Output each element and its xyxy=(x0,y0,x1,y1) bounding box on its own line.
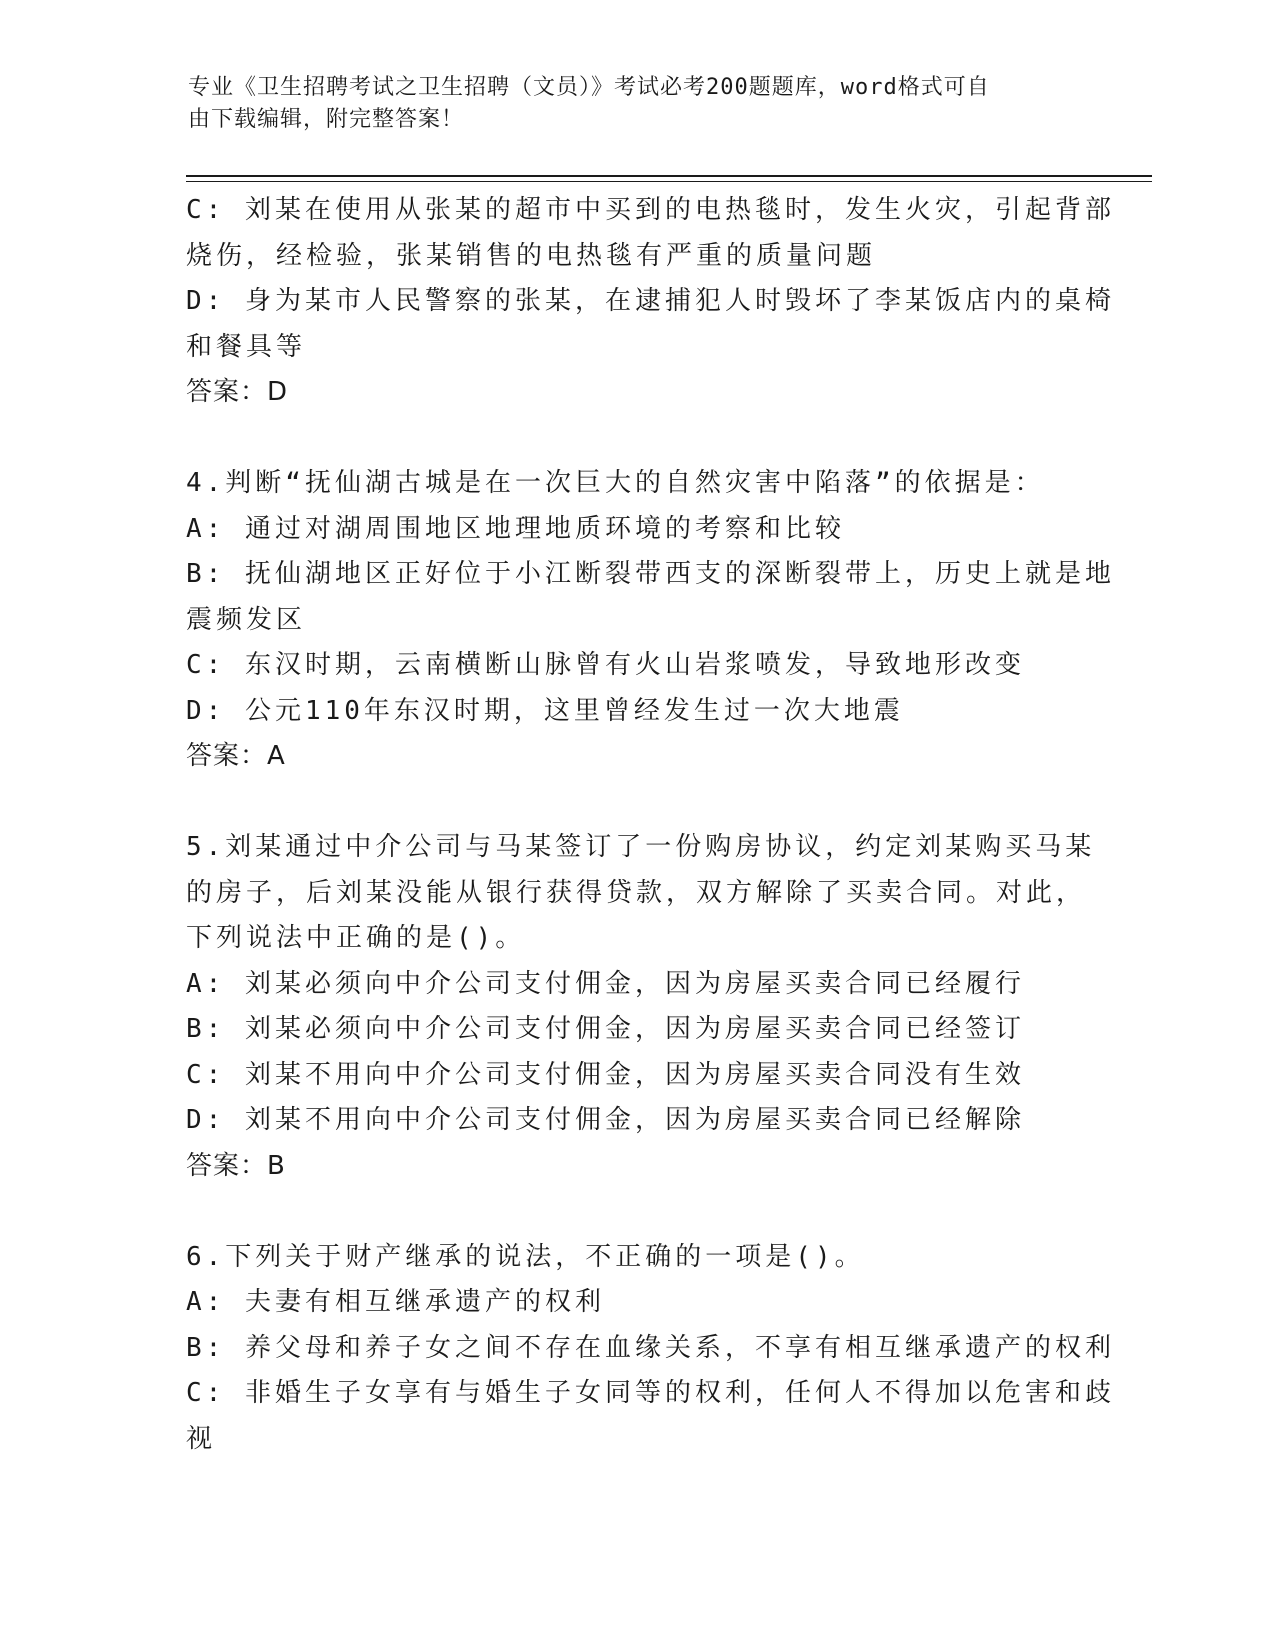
option-b-line-2: 震频发区 xyxy=(186,604,307,635)
option-c-line-2: 烧伤，经检验，张某销售的电热毯有严重的质量问题 xyxy=(186,240,877,271)
question-6 xyxy=(186,1235,1115,1463)
option-c: C: 东汉时期，云南横断山脉曾有火山岩浆喷发，导致地形改变 xyxy=(186,650,1025,680)
option-b-line-1: B: 抚仙湖地区正好位于小江断裂带西支的深断裂带上，历史上就是地 xyxy=(186,559,1115,589)
answer: 答案：D xyxy=(186,377,289,407)
option-c-line-1: C: 刘某在使用从张某的超市中买到的电热毯时，发生火灾，引起背部 xyxy=(186,195,1115,225)
answer: 答案：A xyxy=(186,741,286,771)
option-c-line-1: C: 非婚生子女享有与婚生子女同等的权利，任何人不得加以危害和歧 xyxy=(186,1378,1115,1408)
option-a: A: 夫妻有相互继承遗产的权利 xyxy=(186,1287,605,1317)
page-header xyxy=(188,72,1068,136)
question-stem: 4.判断“抚仙湖古城是在一次巨大的自然灾害中陷落”的依据是： xyxy=(186,468,1045,498)
header-rule-thick xyxy=(186,175,1152,177)
question-4 xyxy=(186,461,1115,780)
question-stem-line-2: 的房子，后刘某没能从银行获得贷款，双方解除了买卖合同。对此， xyxy=(186,877,1087,908)
question-stem: 6.下列关于财产继承的说法，不正确的一项是()。 xyxy=(186,1241,865,1272)
option-d: D: 刘某不用向中介公司支付佣金，因为房屋买卖合同已经解除 xyxy=(186,1105,1025,1135)
option-d-line-1: D: 身为某市人民警察的张某，在逮捕犯人时毁坏了李某饭店内的桌椅 xyxy=(186,286,1115,316)
header-line-2: 由下载编辑，附完整答案！ xyxy=(188,107,465,132)
option-c: C: 刘某不用向中介公司支付佣金，因为房屋买卖合同没有生效 xyxy=(186,1059,1025,1090)
spacer xyxy=(186,416,1086,462)
option-d-line-2: 和餐具等 xyxy=(186,331,307,362)
header-rule-thin xyxy=(186,181,1152,182)
spacer xyxy=(186,780,1086,826)
header-line-1: 专业《卫生招聘考试之卫生招聘（文员）》考试必考200题题库，word格式可自 xyxy=(188,75,990,100)
answer: 答案：B xyxy=(186,1150,286,1181)
option-a: A: 通过对湖周围地区地理地质环境的考察和比较 xyxy=(186,513,845,544)
question-stem-line-3: 下列说法中正确的是()。 xyxy=(186,923,526,953)
question-5 xyxy=(186,825,1096,1189)
option-b: B: 养父母和养子女之间不存在血缘关系，不享有相互继承遗产的权利 xyxy=(186,1332,1115,1363)
question-3 xyxy=(186,188,1115,416)
option-a: A: 刘某必须向中介公司支付佣金，因为房屋买卖合同已经履行 xyxy=(186,968,1025,999)
document-body xyxy=(186,188,1115,1462)
option-c-line-2: 视 xyxy=(186,1423,217,1454)
option-d: D: 公元110年东汉时期，这里曾经发生过一次大地震 xyxy=(186,695,904,726)
spacer xyxy=(186,1189,1086,1235)
option-b: B: 刘某必须向中介公司支付佣金，因为房屋买卖合同已经签订 xyxy=(186,1014,1025,1044)
question-stem-line-1: 5.刘某通过中介公司与马某签订了一份购房协议，约定刘某购买马某 xyxy=(186,832,1096,862)
